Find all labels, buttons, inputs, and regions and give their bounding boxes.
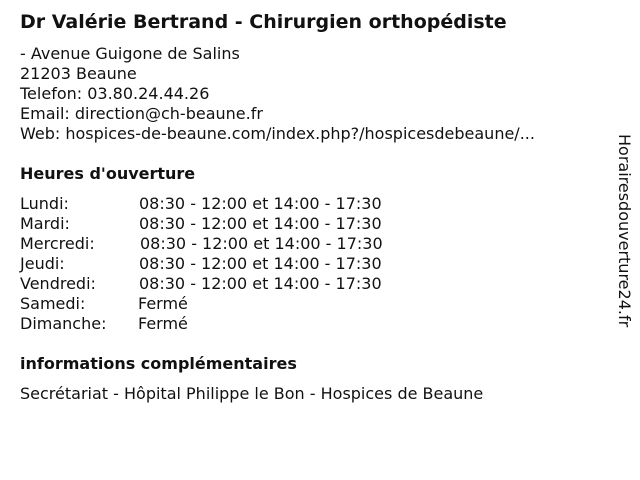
day-hours: Fermé (138, 294, 188, 313)
day-hours: 08:30 - 12:00 et 14:00 - 17:30 (139, 274, 382, 293)
day-label: Lundi: (20, 194, 69, 213)
day-label: Vendredi: (20, 274, 96, 293)
day-label: Mardi: (20, 214, 70, 233)
phone-number: Telefon: 03.80.24.44.26 (20, 84, 210, 103)
website-link[interactable]: Web: hospices-de-beaune.com/index.php?/hospicesdebeaune/... (20, 124, 535, 143)
street-address: - Avenue Guigone de Salins (20, 44, 240, 63)
day-hours: 08:30 - 12:00 et 14:00 - 17:30 (139, 214, 382, 233)
day-hours: 08:30 - 12:00 et 14:00 - 17:30 (140, 234, 383, 253)
day-label: Samedi: (20, 294, 86, 313)
day-hours: 08:30 - 12:00 et 14:00 - 17:30 (139, 254, 382, 273)
additional-info-heading: informations complémentaires (20, 354, 297, 373)
email-address: Email: direction@ch-beaune.fr (20, 104, 263, 123)
day-hours: Fermé (138, 314, 188, 333)
day-hours: 08:30 - 12:00 et 14:00 - 17:30 (139, 194, 382, 213)
opening-hours-heading: Heures d'ouverture (20, 164, 196, 183)
brand-watermark: Horairesdouverture24.fr (615, 134, 634, 328)
day-label: Mercredi: (20, 234, 95, 253)
city: 21203 Beaune (20, 64, 137, 83)
page-title: Dr Valérie Bertrand - Chirurgien orthopédiste (20, 11, 507, 33)
address-block (20, 44, 535, 144)
additional-info-text: Secrétariat - Hôpital Philippe le Bon - Hospices de Beaune (20, 384, 484, 403)
day-label: Dimanche: (20, 314, 107, 333)
day-label: Jeudi: (20, 254, 65, 273)
